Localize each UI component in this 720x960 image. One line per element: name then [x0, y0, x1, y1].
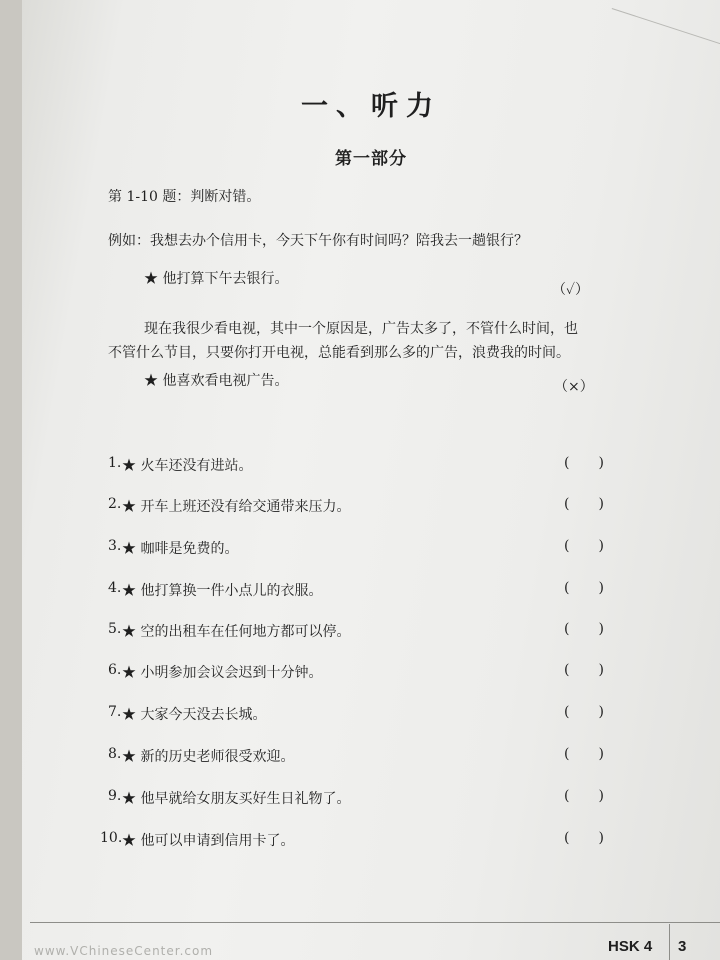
example-answer-2: （×）: [554, 379, 594, 395]
question-number: 8.: [108, 746, 122, 762]
example-passage-line-1: 现在我很少看电视，其中一个原因是，广告太多了，不管什么时间，也: [144, 321, 578, 337]
answer-blank-9[interactable]: [564, 788, 604, 808]
example-passage-line-2: 不管什么节目，只要你打开电视，总能看到那么多的广告，浪费我的时间。: [108, 345, 570, 361]
question-number: 6.: [108, 662, 122, 678]
question-row-8: [108, 746, 608, 768]
question-number: 9.: [108, 788, 122, 804]
answer-blank-2[interactable]: [564, 496, 604, 516]
question-text: ★ 大家今天没去长城。: [122, 707, 267, 723]
page-corner-line: [612, 8, 720, 52]
answer-blank-4[interactable]: [564, 580, 604, 600]
question-row-3: [108, 538, 608, 560]
answer-blank-6[interactable]: [564, 662, 604, 682]
question-text: ★ 火车还没有进站。: [122, 458, 253, 474]
question-text: ★ 他早就给女朋友买好生日礼物了。: [122, 791, 351, 807]
question-row-10: [100, 830, 600, 852]
question-text: ★ 空的出租车在任何地方都可以停。: [122, 624, 351, 640]
question-text: ★ 小明参加会议会迟到十分钟。: [122, 665, 323, 681]
answer-blank-5[interactable]: [564, 621, 604, 641]
question-row-6: [108, 662, 608, 684]
question-text: ★ 开车上班还没有给交通带来压力。: [122, 499, 351, 515]
footer-website: www.VChineseCenter.com: [34, 944, 214, 958]
question-number: 7.: [108, 704, 122, 720]
question-number: 4.: [108, 580, 122, 596]
question-number: 3.: [108, 538, 122, 554]
question-number: 2.: [108, 496, 122, 512]
example-statement-1: ★ 他打算下午去银行。: [144, 271, 289, 287]
question-number: 5.: [108, 621, 122, 637]
question-row-9: [108, 788, 608, 810]
part-title: 第一部分: [335, 149, 407, 169]
example-answer-1: （✓）: [552, 282, 590, 298]
question-text: ★ 他可以申请到信用卡了。: [122, 833, 295, 849]
footer-rule: [30, 922, 720, 923]
footer-level: HSK 4: [608, 938, 653, 955]
question-text: ★ 咖啡是免费的。: [122, 541, 239, 557]
question-number: 10.: [100, 830, 123, 846]
question-row-7: [108, 704, 608, 726]
answer-blank-1[interactable]: [564, 455, 604, 475]
question-number: 1.: [108, 455, 122, 471]
question-row-5: [108, 621, 608, 643]
section-title: 一、听力: [301, 91, 441, 122]
page-number: 3: [678, 938, 687, 955]
question-row-1: [108, 455, 608, 477]
example-statement-2: ★ 他喜欢看电视广告。: [144, 373, 289, 389]
question-row-4: [108, 580, 608, 602]
instructions: 第 1-10 题：判断对错。: [108, 189, 261, 205]
question-text: ★ 新的历史老师很受欢迎。: [122, 749, 295, 765]
textbook-page: [22, 0, 720, 960]
answer-blank-10[interactable]: [564, 830, 604, 850]
answer-blank-3[interactable]: [564, 538, 604, 558]
example-prompt: 例如：我想去办个信用卡，今天下午你有时间吗？陪我去一趟银行？: [108, 233, 528, 249]
question-text: ★ 他打算换一件小点儿的衣服。: [122, 583, 323, 599]
answer-blank-8[interactable]: [564, 746, 604, 766]
answer-blank-7[interactable]: [564, 704, 604, 724]
footer-divider: [669, 924, 670, 960]
question-row-2: [108, 496, 608, 518]
